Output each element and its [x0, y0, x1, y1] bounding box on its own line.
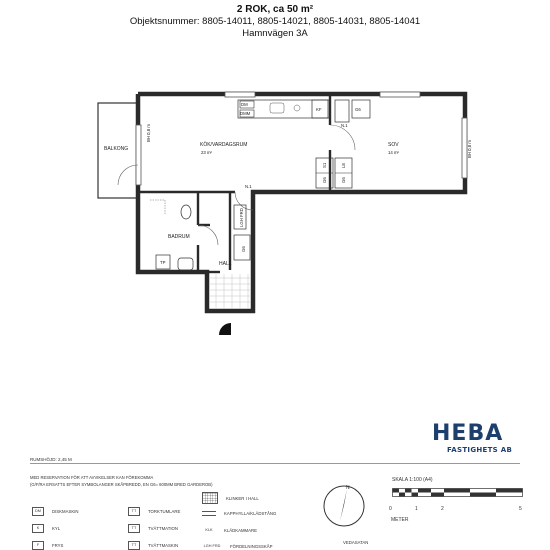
plan-title: 2 ROK, ca 50 m² [236, 4, 314, 15]
legend-item-tt3: TT TVÄTTMASKIN [128, 541, 178, 550]
legend-item-dm: DM DISKMASKIN [32, 507, 79, 516]
scale-tick-5: 5 [519, 506, 522, 512]
toilet-icon [181, 205, 191, 219]
legend-item-tt2: TT TVÄTTMATION [128, 524, 178, 533]
brand-subtitle: FASTIGHETS AB [447, 446, 513, 454]
legend-item-k: K KYL [32, 524, 60, 533]
bedroom-label: SOV [388, 142, 399, 148]
kitchen-living-label: KÖK/VARDAGSRUM [200, 142, 248, 148]
g6-bed-label: G6 [355, 107, 361, 112]
legend-item-klinker: KLINKER I HALL [202, 492, 259, 504]
legend-note-1: MED RESERVATION FÖR ATT AVVIKELSER KAN FÖREKOMMA [30, 475, 154, 480]
scale-bar [392, 488, 524, 504]
door-label-a: N.1 [341, 123, 348, 128]
scale-tick-0: 0 [389, 506, 392, 512]
kf-label: KF [316, 107, 322, 112]
bedroom-area: 14 m² [388, 150, 399, 155]
wardrobe-bed-a [335, 100, 349, 122]
tp-label: TP [160, 260, 166, 265]
sink-icon [270, 103, 284, 113]
scale-tick-1: 1 [415, 506, 418, 512]
l8-label: L8 [341, 163, 346, 168]
legend-item-kapphylla: KAPPHYLLA/KLÄDSTÅNG [202, 511, 276, 516]
hob-icon [294, 105, 300, 111]
dmm-label: DMM [240, 111, 251, 116]
legend-item-tt1: TT TORKTUMLARE [128, 507, 180, 516]
basin-icon [178, 258, 193, 270]
klinker-pattern [210, 274, 250, 308]
legend-item-klk: KLK KLÄDKAMMARE [205, 528, 257, 533]
svg-text:N: N [346, 485, 350, 491]
legend-item-lgh-frd: LGH FRD FÖRDELNINGSSKÅP [203, 544, 273, 549]
windows [136, 92, 467, 185]
legend-note-2: (G/F/RA ERSATTS EFTER SYMBOLANGER SKÅPBREDD, EN G6= 600MM BRED GARDEROB) [30, 482, 213, 487]
scale-label: SKALA 1:100 (A4) [392, 477, 433, 483]
g6-hall-label: G6 [241, 246, 246, 252]
hall-label: HALL [219, 261, 232, 267]
brand-logo: HEBA [432, 421, 504, 446]
object-numbers: Objektsnummer: 8805-14011, 8805-14021, 8805-14031, 8805-14041 [129, 16, 421, 27]
door-label-b: N.1 [245, 184, 252, 189]
kitchen-living-area: 23 m² [201, 150, 212, 155]
compass-icon [319, 481, 369, 531]
bathroom-label: BADRUM [168, 234, 190, 240]
dm-label: DM [241, 102, 248, 107]
ceiling-height: RUMSHÖJD: 2,45 M [30, 457, 72, 462]
legend-divider [30, 463, 520, 464]
balcony-label: BALKONG [104, 146, 129, 152]
bh-left-label: BH 0,8 m [146, 124, 151, 142]
legend-item-f: F FRYS [32, 541, 63, 550]
g6-b-label: G6 [341, 177, 346, 183]
street-label: VEDASATAN [343, 540, 369, 545]
entrance-arrow-icon [219, 323, 231, 335]
shower-outline [150, 200, 165, 215]
scale-unit: METER [391, 517, 409, 523]
outer-walls [138, 94, 465, 311]
g6-a-label: G6 [322, 177, 327, 183]
s1-label: S1 [322, 162, 327, 168]
scale-tick-2: 2 [441, 506, 444, 512]
address: Hamnvägen 3A [242, 28, 308, 39]
bh-right-label: BH 0,8 m [467, 140, 472, 158]
lgh-frd-label: LGH FRD [239, 208, 244, 227]
